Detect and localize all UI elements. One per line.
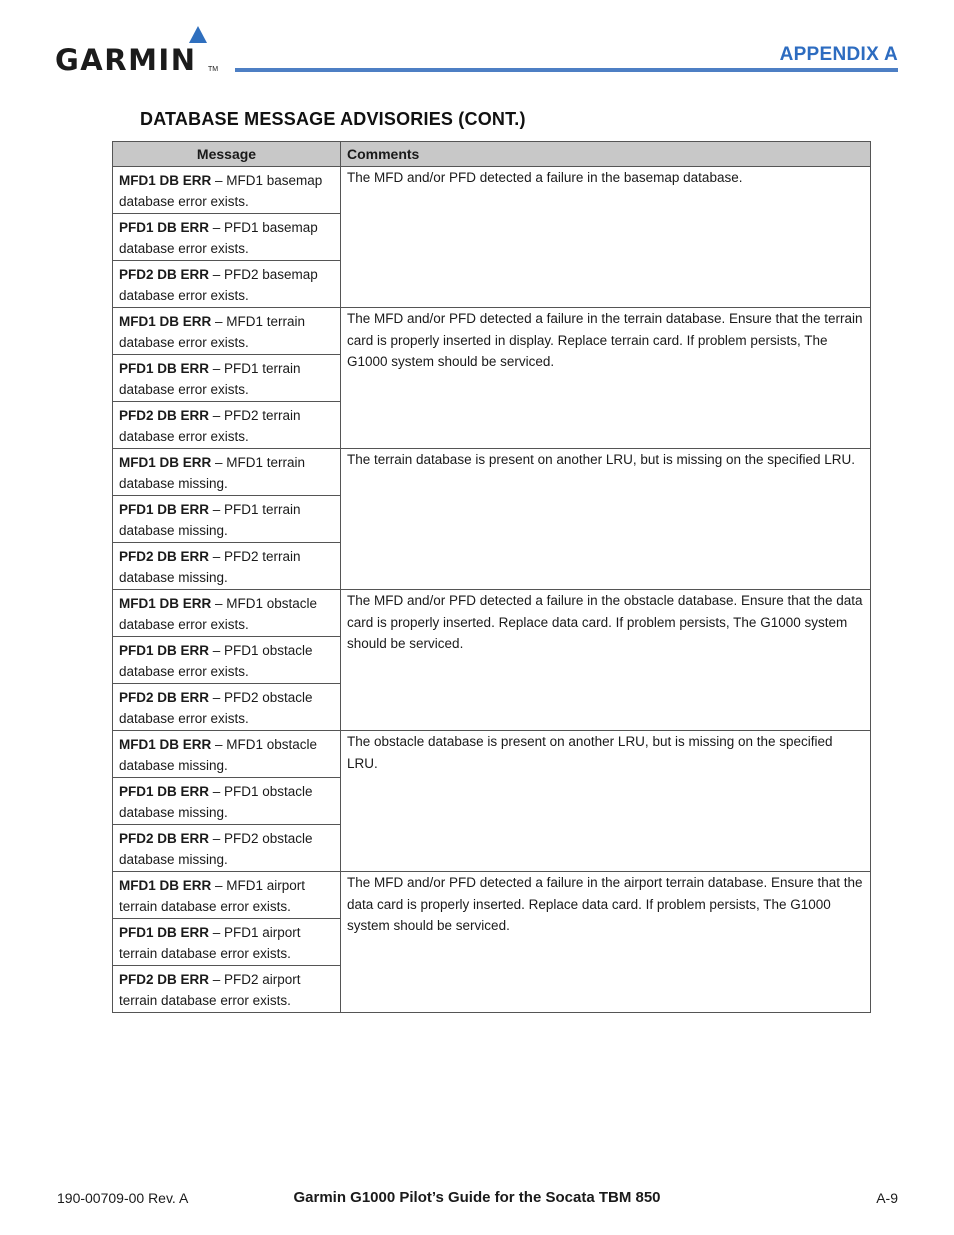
message-code: PFD1 DB ERR [119, 784, 210, 799]
table-row [113, 731, 871, 778]
message-cell [113, 543, 341, 590]
table-row [113, 590, 871, 637]
message-cell [113, 731, 341, 778]
table-row [113, 167, 871, 214]
message-code: PFD2 DB ERR [119, 690, 210, 705]
message-code: PFD2 DB ERR [119, 831, 210, 846]
message-code: MFD1 DB ERR [119, 455, 212, 470]
logo-triangle-icon [189, 26, 207, 43]
message-cell [113, 919, 341, 966]
table-row [113, 449, 871, 496]
comment-cell: The MFD and/or PFD detected a failure in the basemap database. [341, 167, 871, 308]
message-cell [113, 966, 341, 1013]
advisory-table [112, 141, 871, 1013]
message-cell [113, 684, 341, 731]
comment-cell: The obstacle database is present on another LRU, but is missing on the specified LRU. [341, 731, 871, 872]
comment-cell: The MFD and/or PFD detected a failure in the terrain database. Ensure that the terrain card is properly inserted in display. Replace terrain card. If problem persists, The G1000 system should be serviced. [341, 308, 871, 449]
message-code: PFD2 DB ERR [119, 549, 210, 564]
message-code: PFD1 DB ERR [119, 925, 210, 940]
message-description: – MFD1 terrain database error exists. [119, 314, 306, 350]
message-code: PFD1 DB ERR [119, 502, 210, 517]
message-description: – PFD2 terrain database missing. [119, 549, 301, 585]
comment-cell: The MFD and/or PFD detected a failure in the airport terrain database. Ensure that the data card is properly inserted. Replace data card. If problem persists, The G1000 system should be serviced. [341, 872, 871, 1013]
message-code: MFD1 DB ERR [119, 878, 212, 893]
section-title: DATABASE MESSAGE ADVISORIES (CONT.) [140, 109, 526, 129]
footer-page-number: A-9 [876, 1190, 898, 1206]
header-message: Message [113, 142, 341, 167]
message-code: MFD1 DB ERR [119, 173, 212, 188]
message-description: – MFD1 basemap database error exists. [119, 173, 323, 209]
table-row [113, 872, 871, 919]
message-description: – PFD2 basemap database error exists. [119, 267, 318, 303]
message-code: PFD1 DB ERR [119, 361, 210, 376]
message-description: – PFD1 obstacle database error exists. [119, 643, 313, 679]
message-code: PFD2 DB ERR [119, 267, 210, 282]
message-cell [113, 261, 341, 308]
garmin-logo [55, 26, 220, 76]
message-description: – MFD1 airport terrain database error exists. [119, 878, 306, 914]
message-cell [113, 825, 341, 872]
footer-doc-number: 190-00709-00 Rev. A [57, 1190, 189, 1206]
message-description: – MFD1 obstacle database missing. [119, 737, 318, 773]
message-code: MFD1 DB ERR [119, 737, 212, 752]
header-comments: Comments [341, 142, 871, 167]
message-cell [113, 214, 341, 261]
message-description: – PFD2 obstacle database missing. [119, 831, 313, 867]
table-header-row [113, 142, 871, 167]
message-description: – PFD1 airport terrain database error exists. [119, 925, 301, 961]
table-row [113, 308, 871, 355]
message-code: PFD2 DB ERR [119, 972, 210, 987]
message-cell [113, 167, 341, 214]
message-description: – PFD1 terrain database error exists. [119, 361, 301, 397]
footer-title: Garmin G1000 Pilot’s Guide for the Socata TBM 850 [293, 1189, 661, 1206]
message-cell [113, 402, 341, 449]
message-description: – PFD1 obstacle database missing. [119, 784, 313, 820]
message-description: – PFD1 basemap database error exists. [119, 220, 318, 256]
message-cell [113, 637, 341, 684]
comment-cell: The terrain database is present on another LRU, but is missing on the specified LRU. [341, 449, 871, 590]
message-description: – PFD2 airport terrain database error exists. [119, 972, 301, 1008]
message-code: MFD1 DB ERR [119, 596, 212, 611]
message-code: PFD2 DB ERR [119, 408, 210, 423]
message-code: PFD1 DB ERR [119, 643, 210, 658]
message-description: – PFD2 obstacle database error exists. [119, 690, 313, 726]
message-description: – PFD1 terrain database missing. [119, 502, 301, 538]
table-body [113, 167, 871, 1013]
message-description: – MFD1 obstacle database error exists. [119, 596, 318, 632]
message-cell [113, 449, 341, 496]
message-description: – MFD1 terrain database missing. [119, 455, 306, 491]
logo-text: GARMIN [55, 43, 197, 77]
message-cell [113, 590, 341, 637]
logo-trademark: TM [208, 66, 219, 73]
message-cell [113, 872, 341, 919]
message-cell [113, 496, 341, 543]
comment-cell: The MFD and/or PFD detected a failure in the obstacle database. Ensure that the data card is properly inserted. Replace data card. If problem persists, The G1000 system should be serviced. [341, 590, 871, 731]
header-rule [235, 68, 898, 72]
message-code: MFD1 DB ERR [119, 314, 212, 329]
message-code: PFD1 DB ERR [119, 220, 210, 235]
appendix-label: APPENDIX A [779, 44, 898, 65]
message-cell [113, 778, 341, 825]
message-cell [113, 308, 341, 355]
message-cell [113, 355, 341, 402]
message-description: – PFD2 terrain database error exists. [119, 408, 301, 444]
